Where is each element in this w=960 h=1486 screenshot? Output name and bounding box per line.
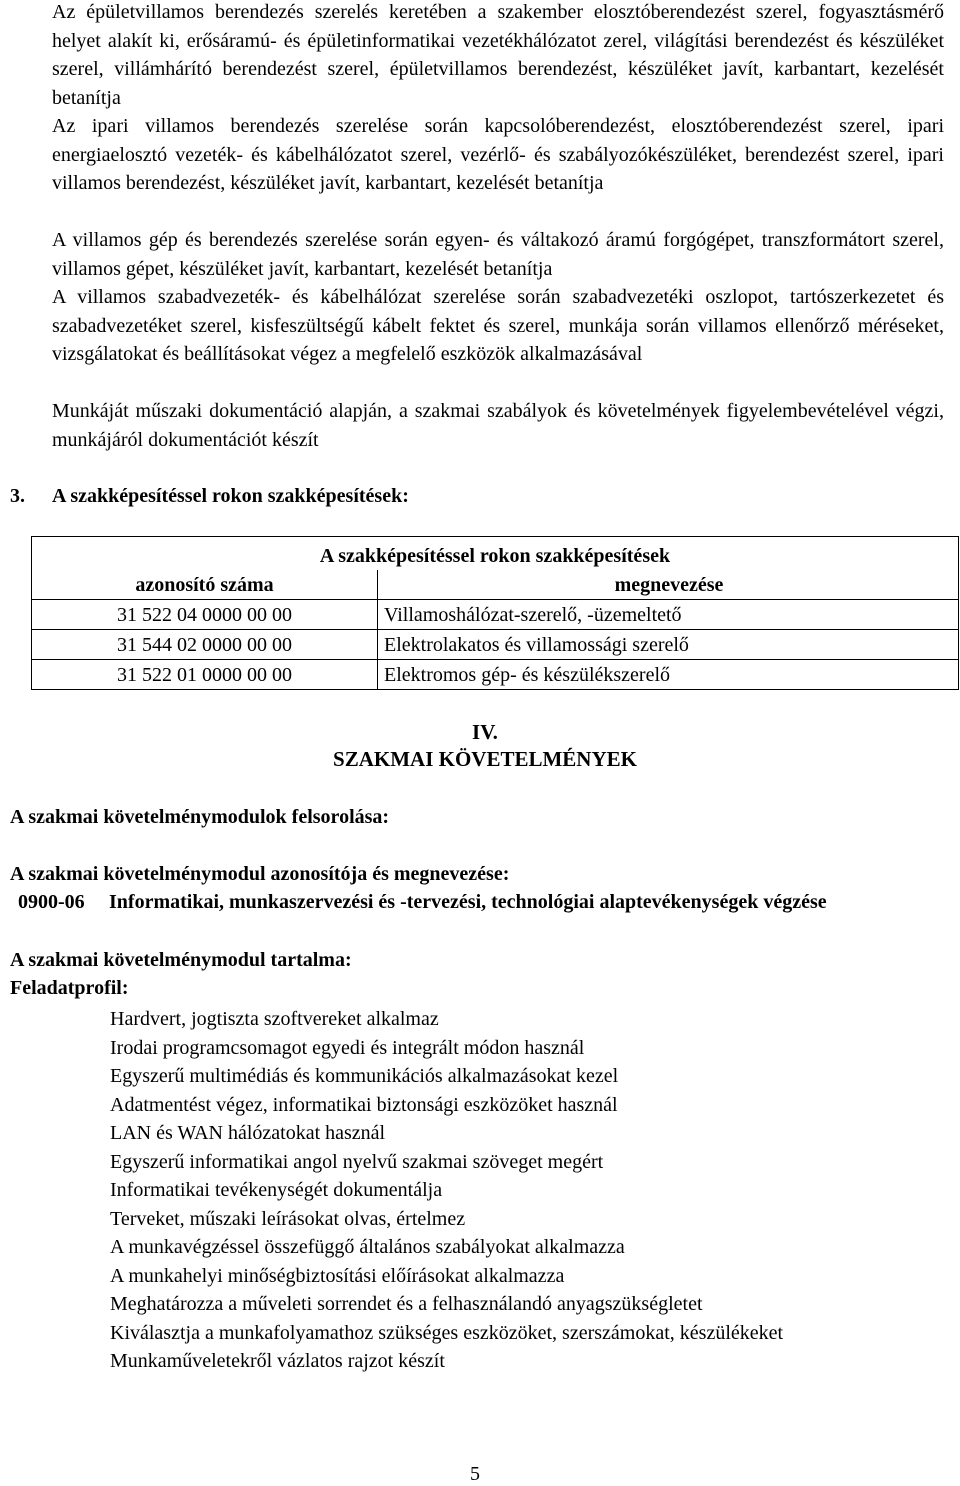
- paragraph-documentation: Munkáját műszaki dokumentáció alapján, a szakmai szabályok és követelmények figyelembevételével végzi, munkájáról dokumentációt készít: [52, 400, 944, 451]
- list-item: Informatikai tevékenységét dokumentálja: [110, 1179, 443, 1201]
- list-item: Hardvert, jogtiszta szoftvereket alkalmaz: [110, 1008, 439, 1030]
- module-entry: [18, 888, 938, 916]
- paragraph-building-electrical: Az épületvillamos berendezés szerelés keretében a szakember elosztóberendezést szerel, fogyasztásmérő helyet alakít ki, erősáramú- és épületinformatikai vezetékhálózatot zerel, világítási berendezést és készüléket szerel, villámhárító berendezést szerel, épületvillamos berendezést, készüléket javít, karbantart, kezelését betanítja: [52, 1, 944, 109]
- list-item: A munkahelyi minőségbiztosítási előírásokat alkalmazza: [110, 1264, 565, 1287]
- column-header-name: megnevezése: [378, 570, 959, 600]
- list-item: Irodai programcsomagot egyedi és integrált módon használ: [110, 1036, 585, 1059]
- page-number: 5: [470, 1463, 480, 1485]
- table-row: [32, 660, 959, 690]
- list-item: Kiválasztja a munkafolyamathoz szükséges eszközöket, szerszámokat, készülékeket: [110, 1321, 784, 1344]
- list-item: LAN és WAN hálózatokat használ: [110, 1122, 386, 1144]
- chapter-title: SZAKMAI KÖVETELMÉNYEK: [333, 747, 637, 771]
- module-name: Informatikai, munkaszervezési és -tervezési, technológiai alaptevékenységek végzése: [109, 891, 827, 913]
- qualification-name: Villamoshálózat-szerelő, -üzemeltető: [378, 600, 959, 630]
- column-header-id: azonosító száma: [32, 570, 378, 600]
- table-caption: A szakképesítéssel rokon szakképesítések: [32, 537, 959, 571]
- modules-list-label: A szakmai követelménymodulok felsorolása:: [10, 806, 390, 828]
- paragraph-overhead-lines: A villamos szabadvezeték- és kábelhálózat szerelése során szabadvezetéki oszlopot, tartószerkezetet és szabadvezetéket szerel, kisfeszültségű kábelt fektet és szerel, munkája során villamos ellenőrző méréseket, vizsgálatokat és beállításokat végez a megfelelő eszközök alkalmazásával: [52, 286, 944, 365]
- qualification-id: 31 522 04 0000 00 00: [32, 600, 378, 630]
- qualification-id: 31 544 02 0000 00 00: [32, 630, 378, 660]
- task-profile-label: Feladatprofil:: [10, 977, 129, 999]
- section-3-heading: [10, 482, 409, 510]
- qualification-id: 31 522 01 0000 00 00: [32, 660, 378, 690]
- module-content-label: A szakmai követelménymodul tartalma:: [10, 949, 352, 971]
- related-qualifications-table: [31, 536, 959, 690]
- chapter-number: IV.: [472, 720, 498, 744]
- module-id-label: A szakmai követelménymodul azonosítója és megnevezése:: [10, 863, 510, 885]
- section-number: 3.: [10, 485, 25, 507]
- table-row: [32, 630, 959, 660]
- paragraph-electrical-machines: A villamos gép és berendezés szerelése során egyen- és váltakozó áramú forgógépet, transzformátort szerel, villamos gépet, készüléket javít, karbantart, kezelését betanítja: [52, 229, 944, 280]
- paragraph-industrial-electrical: Az ipari villamos berendezés szerelése során kapcsolóberendezést, elosztóberendezést szerel, ipari energiaelosztó vezeték- és kábelhálózatot szerel, vezérlő- és szabályozókészüléket, berendezést szerel, ipari villamos berendezést, készüléket javít, karbantart, kezelését betanítja: [52, 115, 944, 194]
- section-title: A szakképesítéssel rokon szakképesítések:: [52, 485, 409, 507]
- table-row: [32, 600, 959, 630]
- task-list: [110, 1005, 944, 1376]
- qualification-name: Elektromos gép- és készülékszerelő: [378, 660, 959, 690]
- list-item: Terveket, műszaki leírásokat olvas, értelmez: [110, 1207, 466, 1230]
- list-item: Meghatározza a műveleti sorrendet és a felhasználandó anyagszükségletet: [110, 1293, 703, 1315]
- list-item: Munkaműveletekről vázlatos rajzot készít: [110, 1350, 445, 1372]
- list-item: Egyszerű informatikai angol nyelvű szakmai szöveget megért: [110, 1150, 604, 1173]
- list-item: A munkavégzéssel összefüggő általános szabályokat alkalmazza: [110, 1236, 625, 1258]
- list-item: Adatmentést végez, informatikai biztonsági eszközöket használ: [110, 1093, 618, 1116]
- qualification-name: Elektrolakatos és villamossági szerelő: [378, 630, 959, 660]
- module-id: 0900-06: [18, 891, 85, 913]
- list-item: Egyszerű multimédiás és kommunikációs alkalmazásokat kezel: [110, 1065, 619, 1087]
